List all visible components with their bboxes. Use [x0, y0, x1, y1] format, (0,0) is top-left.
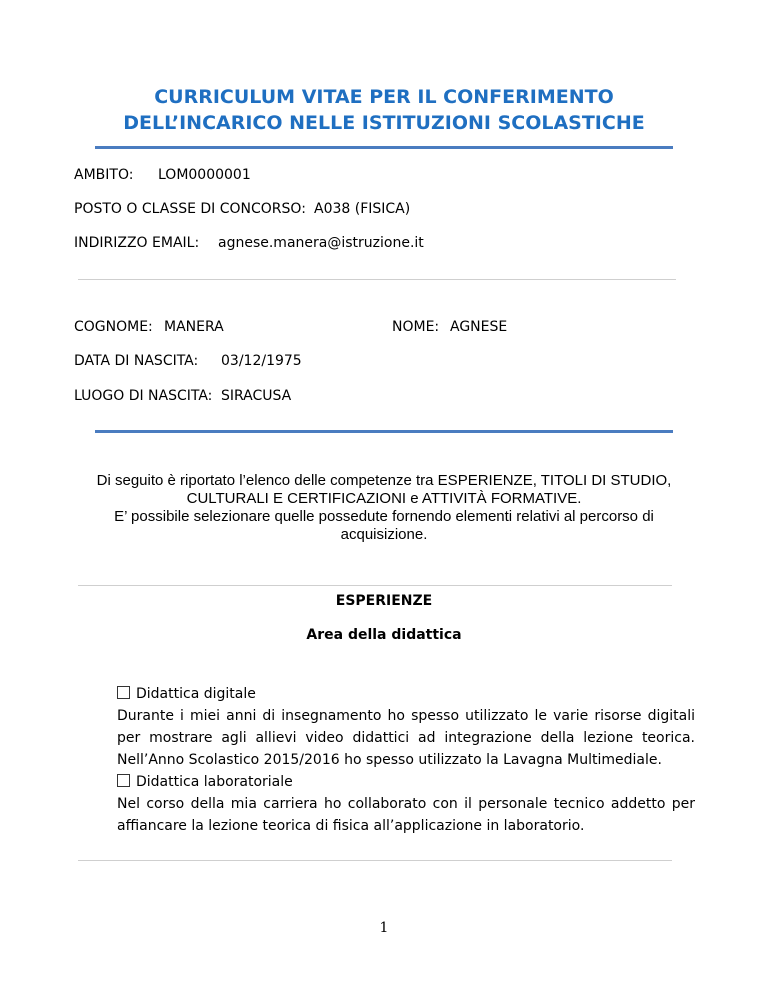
personal-divider — [95, 430, 673, 433]
experience-list — [117, 683, 695, 837]
page-number: 1 — [379, 920, 389, 936]
experience-item-text: Durante i miei anni di insegnamento ho spesso utilizzato le varie risorse digitali per mostrare agli allievi video didattici ad integrazione della lezione teorica. Nell’Anno Scolastico 2015/2016 ho spesso utilizzato la Lavagna Multimediale. — [117, 708, 695, 768]
nascita-value: 03/12/1975 — [221, 353, 302, 369]
title-divider — [95, 146, 673, 149]
checkbox-icon[interactable] — [117, 686, 130, 699]
intro-line-4: acquisizione. — [340, 526, 428, 543]
experience-item-text: Nel corso della mia carriera ho collaborato con il personale tecnico addetto per affiancare la lezione teorica di fisica all’applicazione in laboratorio. — [117, 796, 695, 834]
intro-line-1: Di seguito è riportato l’elenco delle competenze tra ESPERIENZE, TITOLI DI STUDIO, — [96, 472, 672, 489]
luogo-value: SIRACUSA — [221, 388, 292, 404]
experience-item-title[interactable] — [117, 771, 695, 793]
nascita-label: DATA DI NASCITA: — [74, 353, 199, 369]
cognome-value: MANERA — [164, 319, 224, 335]
intro-line-3: E’ possibile selezionare quelle possedute fornendo elementi relativi al percorso di — [114, 508, 654, 525]
experience-item — [117, 771, 695, 837]
experience-item-label: Didattica laboratoriale — [136, 774, 293, 790]
section-heading: ESPERIENZE — [335, 593, 433, 609]
experience-item — [117, 683, 695, 771]
posto-label: POSTO O CLASSE DI CONCORSO: — [74, 201, 306, 217]
intro-divider — [78, 585, 672, 586]
experience-item-label: Didattica digitale — [136, 686, 256, 702]
nome-value: AGNESE — [450, 319, 508, 335]
checkbox-icon[interactable] — [117, 774, 130, 787]
nome-label: NOME: — [392, 319, 440, 335]
ambito-value: LOM0000001 — [158, 167, 251, 183]
section-divider — [78, 279, 676, 280]
bottom-divider — [78, 860, 672, 861]
section-subheading: Area della didattica — [306, 627, 462, 643]
posto-value: A038 (FISICA) — [314, 201, 411, 217]
title-line-1: CURRICULUM VITAE PER IL CONFERIMENTO — [154, 86, 614, 108]
intro-line-2: CULTURALI E CERTIFICAZIONI e ATTIVITÀ FORMATIVE. — [186, 490, 582, 507]
experience-item-title[interactable] — [117, 683, 695, 705]
email-value: agnese.manera@istruzione.it — [218, 235, 424, 251]
title-line-2: DELL’INCARICO NELLE ISTITUZIONI SCOLASTICHE — [123, 112, 645, 134]
ambito-label: AMBITO: — [74, 167, 134, 183]
luogo-label: LUOGO DI NASCITA: — [74, 388, 213, 404]
email-label: INDIRIZZO EMAIL: — [74, 235, 200, 251]
cognome-label: COGNOME: — [74, 319, 153, 335]
